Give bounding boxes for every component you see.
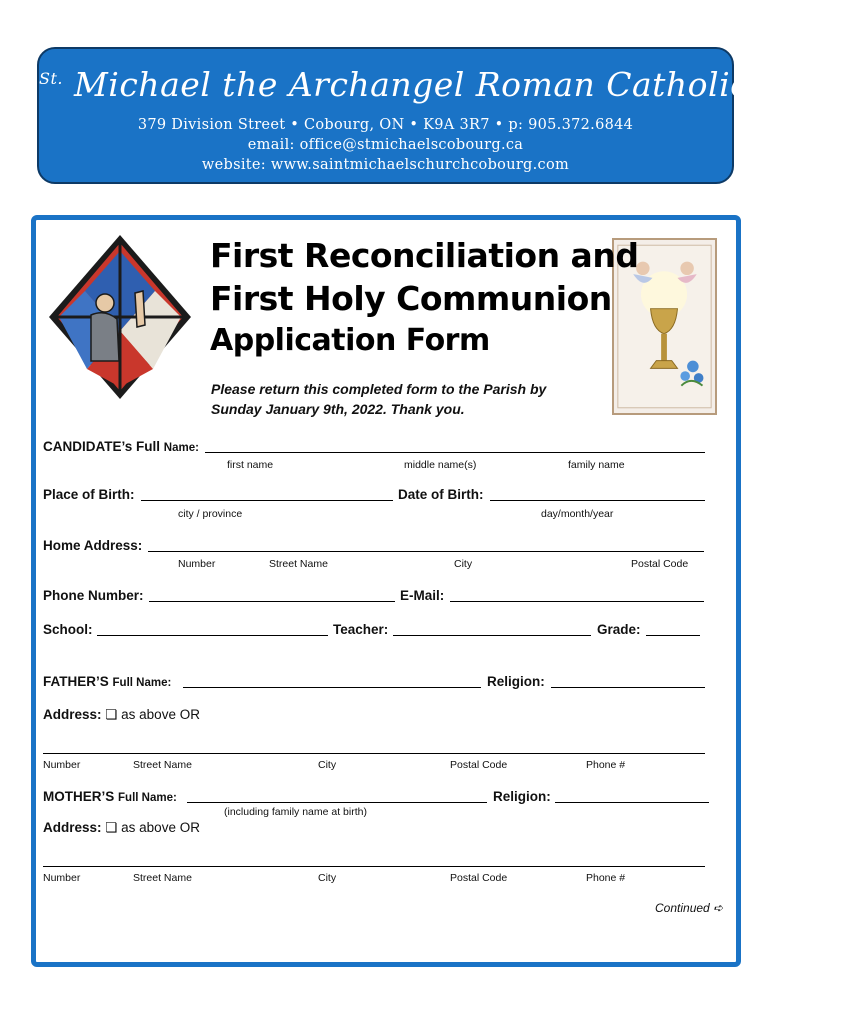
- sub-father-number: Number: [43, 759, 81, 771]
- place-of-birth-line[interactable]: [141, 500, 393, 501]
- email-line[interactable]: [450, 601, 704, 602]
- instruction-line-1: Please return this completed form to the Parish by: [211, 381, 547, 397]
- date-of-birth-line[interactable]: [490, 500, 705, 501]
- sub-mother-postal: Postal Code: [450, 872, 508, 884]
- sub-home-number: Number: [178, 558, 216, 570]
- home-address-label: Home Address:: [43, 538, 143, 553]
- sub-father-phone: Phone #: [586, 759, 626, 771]
- phone-number-label: Phone Number:: [43, 588, 144, 603]
- father-as-above-checkbox[interactable]: ❏: [105, 707, 118, 722]
- home-address-line[interactable]: [148, 551, 704, 552]
- place-of-birth-label: Place of Birth:: [43, 487, 135, 502]
- mother-name-note: (including family name at birth): [224, 806, 367, 818]
- sub-mother-city: City: [318, 872, 337, 884]
- parish-email: email: office@stmichaelscobourg.ca: [247, 137, 524, 153]
- phone-number-line[interactable]: [149, 601, 395, 602]
- mother-address-line[interactable]: [43, 866, 705, 867]
- father-religion-line[interactable]: [551, 687, 705, 688]
- sub-home-postal: Postal Code: [631, 558, 689, 570]
- parish-website: website: www.saintmichaelschurchcobourg.com: [201, 157, 570, 173]
- mother-name-label: MOTHER’S Full Name:: [43, 789, 177, 804]
- date-of-birth-label: Date of Birth:: [398, 487, 484, 502]
- candidate-name-line[interactable]: [205, 452, 705, 453]
- parish-name: [39, 65, 868, 104]
- school-label: School:: [43, 622, 93, 637]
- teacher-label: Teacher:: [333, 622, 389, 637]
- sub-father-city: City: [318, 759, 337, 771]
- teacher-line[interactable]: [393, 635, 591, 636]
- grade-label: Grade:: [597, 622, 641, 637]
- form-title-line-1: First Reconciliation and: [210, 236, 639, 275]
- sub-middle-name: middle name(s): [404, 459, 477, 471]
- candidate-name-label: CANDIDATE’s Full Name:: [43, 439, 199, 454]
- sub-father-postal: Postal Code: [450, 759, 508, 771]
- form-title-line-3: Application Form: [210, 323, 490, 358]
- mother-name-line[interactable]: [187, 802, 487, 803]
- parish-name-sup: St.: [39, 69, 63, 88]
- sub-family-name: family name: [568, 459, 625, 471]
- sub-mother-phone: Phone #: [586, 872, 626, 884]
- email-label: E-Mail:: [400, 588, 445, 603]
- instruction-line-2: Sunday January 9th, 2022. Thank you.: [211, 401, 465, 417]
- sub-mother-number: Number: [43, 872, 81, 884]
- grade-line[interactable]: [646, 635, 700, 636]
- father-as-above-text: as above OR: [121, 707, 200, 722]
- father-religion-label: Religion:: [487, 674, 545, 689]
- sub-day-month-year: day/month/year: [541, 508, 614, 520]
- parish-name-text: Michael the Archangel Roman Catholic Parish: [73, 65, 868, 104]
- sub-father-street: Street Name: [133, 759, 192, 771]
- sub-mother-street: Street Name: [133, 872, 192, 884]
- mother-address-label: Address: ❏ as above OR: [43, 820, 200, 835]
- sub-home-street: Street Name: [269, 558, 328, 570]
- parish-header: [37, 47, 868, 184]
- mother-religion-line[interactable]: [555, 802, 709, 803]
- father-address-line[interactable]: [43, 753, 705, 754]
- sub-home-city: City: [454, 558, 473, 570]
- parish-address: 379 Division Street • Cobourg, ON • K9A 3R7 • p: 905.372.6844: [137, 117, 634, 133]
- sub-city-province: city / province: [178, 508, 243, 520]
- form-title-line-2: First Holy Communion: [210, 279, 612, 318]
- school-line[interactable]: [97, 635, 328, 636]
- father-name-label: FATHER’S Full Name:: [43, 674, 172, 689]
- sub-first-name: first name: [227, 459, 274, 471]
- mother-as-above-checkbox[interactable]: ❏: [105, 820, 118, 835]
- continued-note: Continued ➪: [655, 901, 724, 915]
- stained-glass-image: [47, 233, 193, 401]
- mother-as-above-text: as above OR: [121, 820, 200, 835]
- mother-religion-label: Religion:: [493, 789, 551, 804]
- father-name-line[interactable]: [183, 687, 481, 688]
- father-address-label: Address: ❏ as above OR: [43, 707, 200, 722]
